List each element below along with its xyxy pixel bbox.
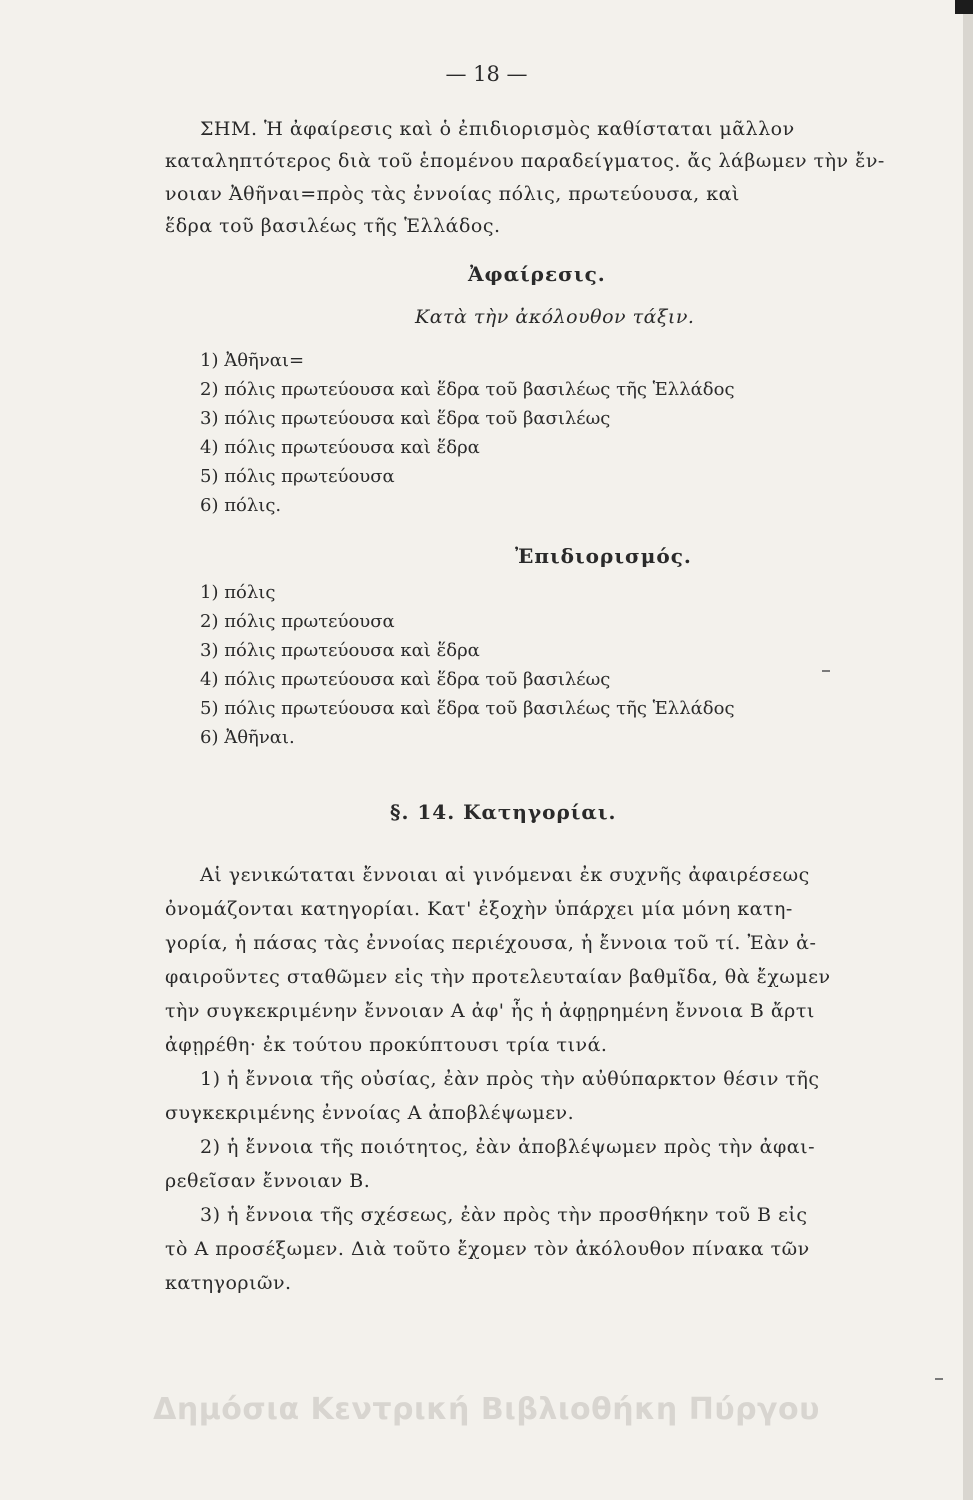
paragraph-line: κατηγοριῶν. <box>165 1272 292 1294</box>
paragraph-line: συγκεκριμένης ἐννοίας Α ἀποβλέψωμεν. <box>165 1102 575 1124</box>
list-item: 6) Ἀθῆναι. <box>200 727 295 748</box>
page-number: — 18 — <box>445 62 528 86</box>
list-item: 4) πόλις πρωτεύουσα καὶ ἕδρα τοῦ βασιλέως <box>200 669 611 690</box>
list-item: 1) πόλις <box>200 582 276 603</box>
paragraph-line: 1) ἡ ἔννοια τῆς οὐσίας, ἐὰν πρὸς τὴν αὐθύπαρκτον θέσιν τῆς <box>200 1068 820 1090</box>
list-item: 6) πόλις. <box>200 495 282 516</box>
library-watermark: Δημόσια Κεντρική Βιβλιοθήκη Πύργου <box>153 1392 820 1427</box>
paragraph-line: ἀφῃρέθη· ἐκ τούτου προκύπτουσι τρία τινά. <box>165 1034 608 1056</box>
page-edge <box>963 0 973 1500</box>
paragraph-line: τὴν συγκεκριμένην ἔννοιαν Α ἀφ' ἧς ἡ ἀφῃρημένη ἔννοια Β ἄρτι <box>165 1000 815 1022</box>
paragraph-line: ὀνομάζονται κατηγορίαι. Κατ' ἐξοχὴν ὑπάρχει μία μόνη κατη- <box>165 898 793 920</box>
margin-mark <box>822 670 830 672</box>
scan-corner-mark <box>955 0 973 14</box>
paragraph-line: φαιροῦντες σταθῶμεν εἰς τὴν προτελευταίαν βαθμῖδα, θὰ ἔχωμεν <box>165 966 831 988</box>
list-item: 3) πόλις πρωτεύουσα καὶ ἕδρα τοῦ βασιλέως <box>200 408 611 429</box>
afairesis-subheading: Κατὰ τὴν ἀκόλουθον τάξιν. <box>415 306 695 328</box>
note-line: ΣΗΜ. Ἡ ἀφαίρεσις καὶ ὁ ἐπιδιορισμὸς καθίσταται μᾶλλον <box>200 118 795 140</box>
afairesis-list <box>200 346 735 520</box>
list-item: 5) πόλις πρωτεύουσα <box>200 466 395 487</box>
paragraph-line: 2) ἡ ἔννοια τῆς ποιότητος, ἐὰν ἀποβλέψωμεν πρὸς τὴν ἀφαι- <box>200 1136 815 1158</box>
paragraph-line: Αἱ γενικώταται ἔννοιαι αἱ γινόμεναι ἐκ συχνῆς ἀφαιρέσεως <box>200 864 810 886</box>
list-item: 5) πόλις πρωτεύουσα καὶ ἕδρα τοῦ βασιλέως τῆς Ἑλλάδος <box>200 698 735 719</box>
margin-mark <box>935 1378 943 1380</box>
list-item: 1) Ἀθῆναι= <box>200 350 305 371</box>
section-heading: §. 14. Κατηγορίαι. <box>390 800 617 824</box>
afairesis-heading: Ἀφαίρεσις. <box>468 262 606 286</box>
list-item: 4) πόλις πρωτεύουσα καὶ ἕδρα <box>200 437 480 458</box>
epidiorismos-list <box>200 578 735 752</box>
epidiorismos-heading: Ἐπιδιορισμός. <box>515 544 692 568</box>
paragraph-line: γορία, ἡ πάσας τὰς ἐννοίας περιέχουσα, ἡ ἔννοια τοῦ τί. Ἐὰν ἀ- <box>165 932 817 954</box>
note-line: ἕδρα τοῦ βασιλέως τῆς Ἑλλάδος. <box>165 215 501 237</box>
paragraph-line: ρεθεῖσαν ἔννοιαν Β. <box>165 1170 371 1192</box>
note-line: καταληπτότερος διὰ τοῦ ἑπομένου παραδείγματος. ἄς λάβωμεν τὴν ἔν- <box>165 150 885 172</box>
list-item: 2) πόλις πρωτεύουσα <box>200 611 395 632</box>
note-line: νοιαν Ἀθῆναι=πρὸς τὰς ἐννοίας πόλις, πρωτεύουσα, καὶ <box>165 183 740 205</box>
paragraph-line: τὸ Α προσέξωμεν. Διὰ τοῦτο ἔχομεν τὸν ἀκόλουθον πίνακα τῶν <box>165 1238 810 1260</box>
list-item: 2) πόλις πρωτεύουσα καὶ ἕδρα τοῦ βασιλέως τῆς Ἑλλάδος <box>200 379 735 400</box>
list-item: 3) πόλις πρωτεύουσα καὶ ἕδρα <box>200 640 480 661</box>
paragraph-line: 3) ἡ ἔννοια τῆς σχέσεως, ἐὰν πρὸς τὴν προσθήκην τοῦ Β εἰς <box>200 1204 808 1226</box>
